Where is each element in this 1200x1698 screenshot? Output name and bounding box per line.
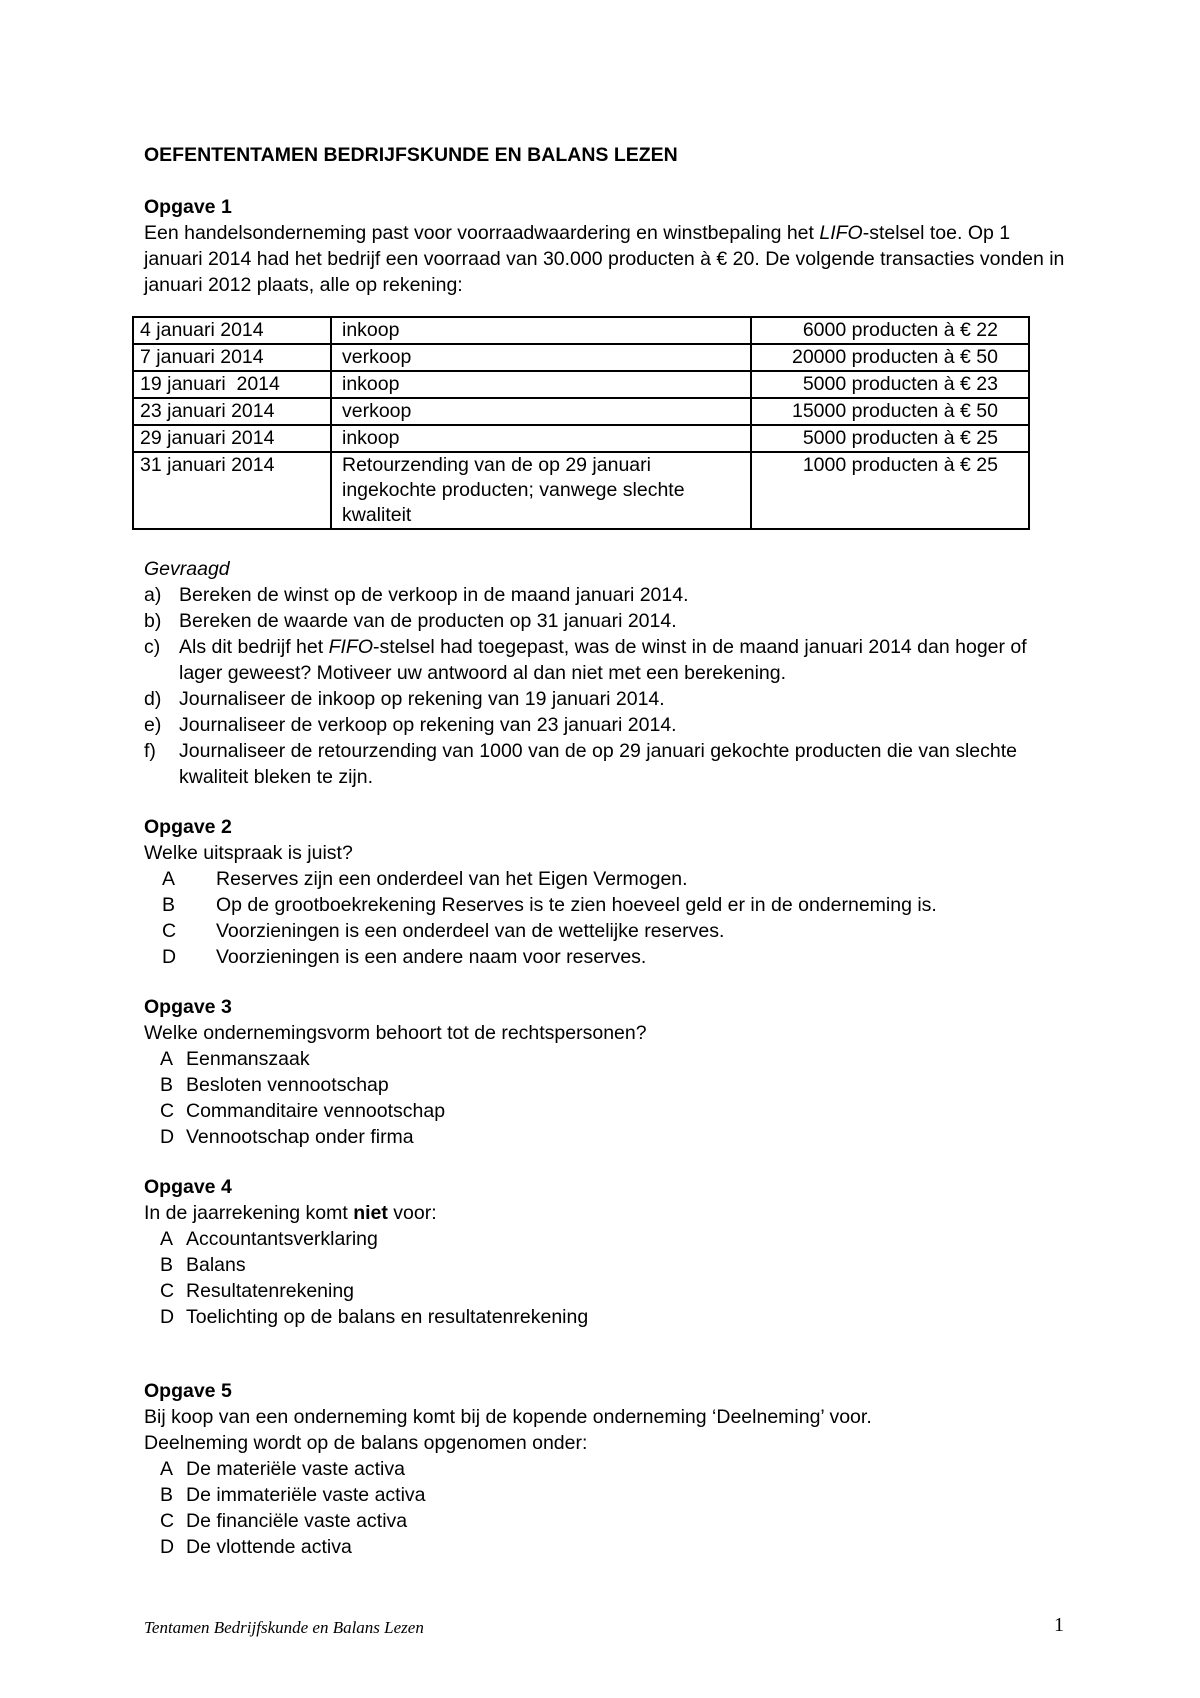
list-item: C Commanditaire vennootschap bbox=[160, 1100, 446, 1122]
question-3-text: Welke ondernemingsvorm behoort tot de rechtspersonen? bbox=[144, 1022, 647, 1044]
table-cell-qty: 5000 producten à € 23 bbox=[751, 371, 1029, 398]
table-row bbox=[133, 371, 1029, 398]
list-item: D Vennootschap onder firma bbox=[160, 1126, 414, 1148]
list-item: f) Journaliseer de retourzending van 1000 van de op 29 januari gekochte producten die van slechte kwaliteit bleken te zijn. bbox=[144, 740, 1017, 788]
question-1-heading: Opgave 1 bbox=[144, 196, 232, 218]
list-item: C Resultatenrekening bbox=[160, 1280, 355, 1302]
table-cell-date: 19 januari 2014 bbox=[133, 371, 331, 398]
table-cell-desc: inkoop bbox=[331, 425, 751, 452]
question-1 bbox=[140, 194, 1074, 790]
list-item: A Reserves zijn een onderdeel van het Eigen Vermogen. bbox=[162, 868, 688, 890]
table-cell-date: 7 januari 2014 bbox=[133, 344, 331, 371]
transactions-table bbox=[132, 316, 1030, 530]
list-item: C De financiële vaste activa bbox=[160, 1510, 408, 1532]
list-item: A Accountantsverklaring bbox=[160, 1228, 378, 1250]
question-4 bbox=[144, 1174, 1074, 1330]
question-5-text-2: Deelneming wordt op de balans opgenomen onder: bbox=[144, 1432, 588, 1454]
table-cell-qty: 1000 producten à € 25 bbox=[751, 452, 1029, 529]
table-cell-qty: 20000 producten à € 50 bbox=[751, 344, 1029, 371]
asked-label: Gevraagd bbox=[144, 558, 230, 580]
question-5 bbox=[144, 1378, 1074, 1560]
list-item: D De vlottende activa bbox=[160, 1536, 352, 1558]
table-cell-desc: inkoop bbox=[331, 371, 751, 398]
table-row bbox=[133, 344, 1029, 371]
question-4-heading: Opgave 4 bbox=[144, 1176, 232, 1198]
list-item: e) Journaliseer de verkoop op rekening van 23 januari 2014. bbox=[144, 714, 677, 736]
question-2 bbox=[144, 814, 1074, 970]
table-cell-date: 4 januari 2014 bbox=[133, 317, 331, 344]
table-row bbox=[133, 452, 1029, 529]
question-2-options bbox=[144, 866, 1074, 970]
table-cell-qty: 5000 producten à € 25 bbox=[751, 425, 1029, 452]
question-1-intro: Een handelsonderneming past voor voorraadwaardering en winstbepaling het LIFO-stelsel toe. Op 1 januari 2014 had het bedrijf een voorraad van 30.000 producten à € 20. De volgende transacties vonden in januari 2012 plaats, alle op rekening: bbox=[144, 222, 1065, 296]
list-item: a) Bereken de winst op de verkoop in de maand januari 2014. bbox=[144, 584, 689, 606]
question-4-text: In de jaarrekening komt niet voor: bbox=[144, 1202, 437, 1224]
page-footer: Tentamen Bedrijfskunde en Balans Lezen bbox=[144, 1618, 424, 1637]
list-item: A Eenmanszaak bbox=[160, 1048, 310, 1070]
list-item: B De immateriële vaste activa bbox=[160, 1484, 426, 1506]
question-2-text: Welke uitspraak is juist? bbox=[144, 842, 353, 864]
question-3-heading: Opgave 3 bbox=[144, 996, 232, 1018]
table-row bbox=[133, 398, 1029, 425]
table-row bbox=[133, 425, 1029, 452]
table-cell-date: 29 januari 2014 bbox=[133, 425, 331, 452]
table-cell-date: 23 januari 2014 bbox=[133, 398, 331, 425]
table-cell-desc: verkoop bbox=[331, 398, 751, 425]
question-3-options bbox=[144, 1046, 1074, 1150]
question-2-heading: Opgave 2 bbox=[144, 816, 232, 838]
table-cell-desc: verkoop bbox=[331, 344, 751, 371]
question-3 bbox=[144, 994, 1074, 1150]
table-row bbox=[133, 317, 1029, 344]
table-cell-desc: Retourzending van de op 29 januari ingekochte producten; vanwege slechte kwaliteit bbox=[331, 452, 751, 529]
question-5-heading: Opgave 5 bbox=[144, 1380, 232, 1402]
list-item: c) Als dit bedrijf het FIFO-stelsel had toegepast, was de winst in de maand januari 2014 dan hoger of lager geweest? Motiveer uw antwoord al dan niet met een berekening. bbox=[144, 636, 1027, 684]
list-item: b) Bereken de waarde van de producten op 31 januari 2014. bbox=[144, 610, 677, 632]
list-item: B Besloten vennootschap bbox=[160, 1074, 389, 1096]
document-title: OEFENTENTAMEN BEDRIJFSKUNDE EN BALANS LEZEN bbox=[144, 144, 678, 166]
sub-questions bbox=[144, 582, 1074, 790]
list-item: B Balans bbox=[160, 1254, 246, 1276]
list-item: D Toelichting op de balans en resultatenrekening bbox=[160, 1306, 589, 1328]
document-page bbox=[140, 142, 1074, 1560]
list-item: D Voorzieningen is een andere naam voor reserves. bbox=[162, 946, 647, 968]
table-cell-desc: inkoop bbox=[331, 317, 751, 344]
table-cell-date: 31 januari 2014 bbox=[133, 452, 331, 529]
list-item: A De materiële vaste activa bbox=[160, 1458, 405, 1480]
list-item: C Voorzieningen is een onderdeel van de wettelijke reserves. bbox=[162, 920, 725, 942]
list-item: B Op de grootboekrekening Reserves is te zien hoeveel geld er in de onderneming is. bbox=[162, 894, 937, 916]
table-cell-qty: 15000 producten à € 50 bbox=[751, 398, 1029, 425]
question-5-options bbox=[144, 1456, 1074, 1560]
question-5-text-1: Bij koop van een onderneming komt bij de kopende onderneming ‘Deelneming’ voor. bbox=[144, 1406, 872, 1428]
question-4-options bbox=[144, 1226, 1074, 1330]
list-item: d) Journaliseer de inkoop op rekening van 19 januari 2014. bbox=[144, 688, 665, 710]
table-cell-qty: 6000 producten à € 22 bbox=[751, 317, 1029, 344]
page-number: 1 bbox=[1054, 1614, 1064, 1636]
